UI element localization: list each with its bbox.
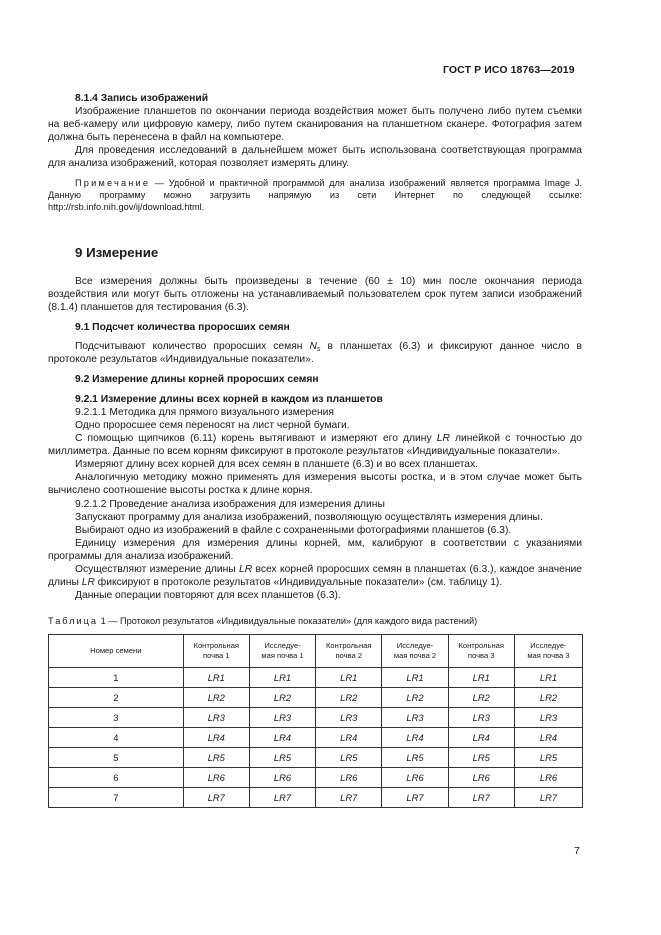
seed-number-cell: 6 xyxy=(49,768,184,788)
results-table xyxy=(48,634,583,808)
root-length-cell: LR4 xyxy=(382,728,448,748)
document-code: ГОСТ Р ИСО 18763—2019 xyxy=(443,64,575,76)
seed-number-cell: 5 xyxy=(49,748,184,768)
root-length-cell: LR2 xyxy=(183,688,249,708)
note xyxy=(48,177,582,214)
section-9-2-1-title: 9.2.1 Измерение длины всех корней в каждом из планшетов xyxy=(75,393,383,405)
section-8-1-4-title: 8.1.4 Запись изображений xyxy=(75,93,209,104)
section-9-title: 9 Измерение xyxy=(75,245,159,261)
root-length-cell: LR6 xyxy=(316,768,382,788)
root-length-cell: LR2 xyxy=(249,688,315,708)
table-row xyxy=(49,768,583,788)
table-header-cell: Контрольная почва 1 xyxy=(183,635,249,668)
root-length-cell: LR3 xyxy=(514,708,582,728)
paragraph: Подсчитывают количество проросших семян $N_s$ в планшетах (6.3) и фиксируют данное число в протоколе результатов «Индивидуальные показатели». xyxy=(48,340,583,365)
section-9-2-title: 9.2 Измерение длины корней проросших семян xyxy=(75,373,319,385)
root-length-cell: LR6 xyxy=(448,768,514,788)
root-length-cell: LR4 xyxy=(316,728,382,748)
paragraph: Для проведения исследований в дальнейшем может быть использована соответствующая программа для анализа изображений, которая позволяет измерять длину. xyxy=(48,145,582,170)
root-length-cell: LR1 xyxy=(382,668,448,688)
paragraph: Выбирают одно из изображений в файле с сохраненными фотографиями планшетов (6.3). xyxy=(75,524,512,536)
table-header-cell: Исследуе- мая почва 2 xyxy=(382,635,448,668)
root-length-cell: LR7 xyxy=(448,788,514,808)
root-length-cell: LR6 xyxy=(183,768,249,788)
root-length-cell: LR6 xyxy=(514,768,582,788)
subsection-9-2-1-2-title: 9.2.1.2 Проведение анализа изображения для измерения длины xyxy=(75,498,385,510)
paragraph: Изображение планшетов по окончании периода воздействия может быть получено либо путем съемки на веб-камеру или цифровую камеру, либо путем сканирования на планшетном сканере. Фотография затем должна быть перенесена в файл на компьютере. xyxy=(48,106,582,144)
page-number: 7 xyxy=(574,845,580,857)
root-length-cell: LR6 xyxy=(382,768,448,788)
table-row xyxy=(49,788,583,808)
root-length-cell: LR5 xyxy=(514,748,582,768)
seed-number-cell: 4 xyxy=(49,728,184,748)
root-length-cell: LR4 xyxy=(514,728,582,748)
root-length-cell: LR2 xyxy=(514,688,582,708)
paragraph: Единицу измерения для измерения длины корней, мм, калибруют в соответствии с указаниями программы для анализа изображений. xyxy=(48,537,582,562)
subsection-9-2-1-1-title: 9.2.1.1 Методика для прямого визуального измерения xyxy=(75,406,334,418)
table-header-cell: Номер семени xyxy=(49,635,184,668)
paragraph: Аналогичную методику можно применять для измерения высоты ростка, и в этом случае может быть вычислено соотношение высоты ростка к длине корня. xyxy=(48,472,582,497)
note-label: Примечание xyxy=(75,177,151,188)
page-content xyxy=(48,92,582,808)
table-row xyxy=(49,748,583,768)
root-length-cell: LR3 xyxy=(249,708,315,728)
root-length-cell: LR5 xyxy=(448,748,514,768)
paragraph: Данные операции повторяют для всех планшетов (6.3). xyxy=(75,590,341,602)
table-header-row xyxy=(49,635,583,668)
root-length-cell: LR7 xyxy=(249,788,315,808)
root-length-cell: LR3 xyxy=(316,708,382,728)
root-length-cell: LR1 xyxy=(316,668,382,688)
root-length-cell: LR5 xyxy=(249,748,315,768)
root-length-cell: LR4 xyxy=(448,728,514,748)
root-length-cell: LR2 xyxy=(316,688,382,708)
table-caption-label: Таблица xyxy=(48,616,99,627)
table-caption xyxy=(48,615,582,628)
root-length-cell: LR5 xyxy=(382,748,448,768)
table-header-cell: Контрольная почва 2 xyxy=(316,635,382,668)
table-row xyxy=(49,688,583,708)
root-length-cell: LR3 xyxy=(382,708,448,728)
root-length-cell: LR1 xyxy=(183,668,249,688)
root-length-cell: LR4 xyxy=(183,728,249,748)
paragraph: Одно проросшее семя переносят на лист черной бумаги. xyxy=(75,420,350,432)
root-length-cell: LR6 xyxy=(249,768,315,788)
root-length-cell: LR7 xyxy=(382,788,448,808)
root-length-cell: LR1 xyxy=(249,668,315,688)
seed-number-cell: 1 xyxy=(49,668,184,688)
root-length-cell: LR4 xyxy=(249,728,315,748)
root-length-cell: LR5 xyxy=(183,748,249,768)
seed-number-cell: 7 xyxy=(49,788,184,808)
root-length-cell: LR3 xyxy=(448,708,514,728)
table-row xyxy=(49,668,583,688)
seed-number-cell: 2 xyxy=(49,688,184,708)
root-length-cell: LR7 xyxy=(183,788,249,808)
table-row xyxy=(49,728,583,748)
seed-number-cell: 3 xyxy=(49,708,184,728)
root-length-cell: LR1 xyxy=(514,668,582,688)
table-header-cell: Контрольная почва 3 xyxy=(448,635,514,668)
root-length-cell: LR2 xyxy=(448,688,514,708)
root-length-cell: LR2 xyxy=(382,688,448,708)
root-length-cell: LR5 xyxy=(316,748,382,768)
paragraph: Все измерения должны быть произведены в течение (60 ± 10) мин после окончания периода воздействия или могут быть отложены на устанавливаемый пользователем срок путем записи изображений (8.1.4) планшетов для тестирования (6.3). xyxy=(48,276,582,314)
paragraph: Запускают программу для анализа изображений, позволяющую осуществлять измерения длины. xyxy=(75,511,543,523)
table-body xyxy=(49,668,583,808)
note-text: — Удобной и практичной программой для анализа изображений является программа Image J. Данную программу можно загрузить напрямую из сети Интернет по следующей ссылке: http://rsb.info.nih.gov/ij/download.html. xyxy=(48,177,582,212)
table-caption-text: 1 — Протокол результатов «Индивидуальные показатели» (для каждого вида растений) xyxy=(98,616,478,627)
paragraph: С помощью щипчиков (6.11) корень вытягивают и измеряют его длину LR линейкой с точностью до миллиметра. Данные по всем корням фиксируют в протоколе результатов «Индивидуальные показатели». xyxy=(48,433,582,458)
section-9-1-title: 9.1 Подсчет количества проросших семян xyxy=(75,322,290,334)
table-header-cell: Исследуе- мая почва 3 xyxy=(514,635,582,668)
root-length-cell: LR7 xyxy=(316,788,382,808)
table-header-cell: Исследуе- мая почва 1 xyxy=(249,635,315,668)
paragraph: Измеряют длину всех корней для всех семян в планшете (6.3) и во всех планшетах. xyxy=(75,459,479,471)
paragraph: Осуществляют измерение длины LR всех корней проросших семян в планшетах (6.3.), каждое значение длины LR фиксируют в протоколе результатов «Индивидуальные показатели» (см. таблицу 1). xyxy=(48,564,582,589)
root-length-cell: LR3 xyxy=(183,708,249,728)
root-length-cell: LR1 xyxy=(448,668,514,688)
root-length-cell: LR7 xyxy=(514,788,582,808)
table-row xyxy=(49,708,583,728)
